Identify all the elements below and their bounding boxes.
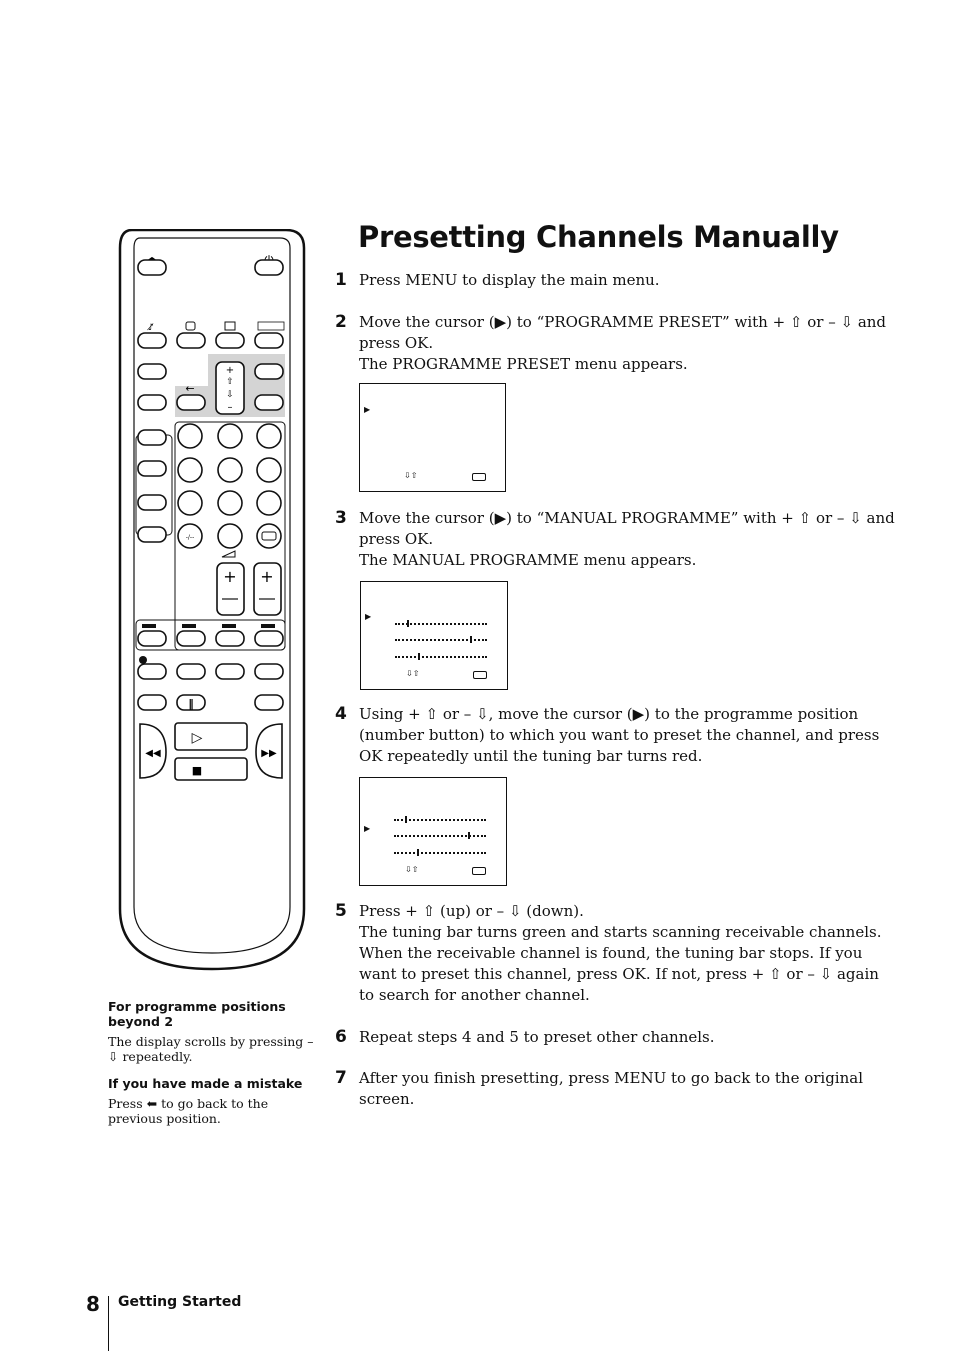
number-button: [218, 491, 242, 515]
power-button: [255, 260, 283, 275]
blue-key-mark: [261, 624, 275, 628]
remote-control-illustration: [118, 229, 308, 971]
step-text: Press + ⇧ (up) or – ⇩ (down).: [359, 902, 584, 920]
tuning-bar: [394, 819, 486, 821]
note-text: to go back to the previous position.: [108, 1096, 269, 1126]
number-button: [178, 458, 202, 482]
step-5: [335, 901, 895, 1006]
green-key-mark: [182, 624, 196, 628]
note-text: The display scrolls by pressing – ⇩ repeatedly.: [108, 1034, 314, 1064]
volume-plus: +: [223, 567, 237, 586]
tuning-bar: [394, 852, 486, 854]
plus-label: +: [225, 365, 235, 376]
red-key-mark: [142, 624, 156, 628]
remote-button: [177, 664, 205, 679]
record-indicator: [139, 656, 147, 664]
number-button: [218, 424, 242, 448]
eject-button: [138, 260, 166, 275]
tuning-marker: [470, 636, 472, 643]
stop-icon: ■: [191, 764, 203, 777]
tuning-bar: [395, 639, 487, 641]
number-button: [257, 424, 281, 448]
step-3: [335, 508, 895, 571]
number-button: [257, 458, 281, 482]
back-arrow-icon: ⬅: [146, 1096, 158, 1111]
step-text: After you finish presetting, press MENU to go back to the original screen.: [359, 1069, 864, 1108]
remote-button: [138, 395, 166, 410]
minus-label: –: [227, 402, 233, 413]
step-text: Move the cursor (▶) to “PROGRAMME PRESET” with + ⇧ or – ⇩ and press OK.: [359, 313, 887, 352]
back-button: [177, 395, 205, 410]
step-text: Using + ⇧ or – ⇩, move the cursor (▶) to the programme position (number button) to which you want to preset the channel, and press OK repeatedly until the tuning bar turns red.: [359, 705, 880, 765]
tuning-marker: [417, 849, 419, 856]
yellow-key-mark: [222, 624, 236, 628]
remote-button: [255, 695, 283, 710]
tuning-bar: [395, 656, 487, 658]
step-number: 7: [335, 1068, 347, 1088]
step-text: The MANUAL PROGRAMME menu appears.: [359, 551, 697, 569]
step-text: Press MENU to display the main menu.: [359, 271, 660, 289]
remote-button: [138, 695, 166, 710]
remote-button: [138, 430, 166, 445]
ok-icon: [472, 473, 486, 481]
channel-plus: +: [260, 567, 274, 586]
teletext-button: [216, 333, 244, 348]
step-text: The PROGRAMME PRESET menu appears.: [359, 355, 688, 373]
input-button: [255, 333, 283, 348]
remote-button: [255, 395, 283, 410]
step-number: 4: [335, 704, 347, 724]
step-6: [335, 1027, 895, 1048]
green-button: [177, 631, 205, 646]
yellow-button: [216, 631, 244, 646]
cursor-icon: ▶: [365, 612, 372, 621]
tuning-marker: [407, 620, 409, 627]
step-1: [335, 270, 895, 291]
step-2: [335, 312, 895, 375]
step-number: 6: [335, 1027, 347, 1047]
number-button: [178, 491, 202, 515]
tuning-marker: [468, 832, 470, 839]
step-text: The tuning bar turns green and starts scanning receivable channels. When the receivable channel is found, the tuning bar stops. If you want to preset this channel, press OK. If not, press + ⇧ or – ⇩ again to search for another channel.: [359, 923, 882, 1004]
ok-icon: [473, 671, 487, 679]
step-number: 2: [335, 312, 347, 332]
page-title: Presetting Channels Manually: [358, 220, 839, 254]
step-4: [335, 704, 895, 767]
up-down-icon: ⇩⇧: [404, 471, 418, 480]
number-button: [218, 458, 242, 482]
step-text: Move the cursor (▶) to “MANUAL PROGRAMME” with + ⇧ or – ⇩ and press OK.: [359, 509, 895, 548]
up-down-icon: ⇩⇧: [405, 865, 419, 874]
rewind-icon: ◀◀: [145, 748, 161, 759]
remote-button: [216, 664, 244, 679]
ok-icon: [472, 867, 486, 875]
section-name: Getting Started: [118, 1294, 242, 1310]
page-number: 8: [86, 1292, 100, 1316]
up-down-icon: ⇩⇧: [406, 669, 420, 678]
up-icon: ⇧: [226, 377, 234, 387]
remote-button: [138, 461, 166, 476]
remote-button: [138, 495, 166, 510]
back-icon: ←: [185, 382, 195, 395]
number-button: [218, 524, 242, 548]
play-button: [175, 723, 247, 750]
tuning-marker: [405, 816, 407, 823]
step-text: Repeat steps 4 and 5 to preset other channels.: [359, 1028, 715, 1046]
note-programme-positions: [108, 999, 318, 1064]
footer-divider: [108, 1296, 109, 1351]
tuning-screen: [359, 777, 507, 886]
note-heading: For programme positions beyond 2: [108, 999, 286, 1029]
remote-button: [138, 364, 166, 379]
audio-button: [257, 524, 281, 548]
cursor-icon: ▶: [364, 405, 371, 414]
pause-icon: ‖: [188, 697, 194, 710]
step-number: 5: [335, 901, 347, 921]
stop-button: [175, 758, 247, 780]
note-text: Press: [108, 1096, 143, 1111]
manual-programme-screen: [360, 581, 508, 690]
cursor-icon: ▶: [364, 824, 371, 833]
record-button: [138, 664, 166, 679]
tuning-bar: [394, 835, 486, 837]
blue-button: [255, 631, 283, 646]
fast-forward-icon: ▶▶: [261, 748, 277, 759]
mute-button: [138, 333, 166, 348]
note-mistake: [108, 1076, 318, 1126]
number-button: [178, 424, 202, 448]
remote-button: [255, 664, 283, 679]
step-number: 3: [335, 508, 347, 528]
number-button: [257, 491, 281, 515]
red-button: [138, 631, 166, 646]
display-button: [177, 333, 205, 348]
note-heading: If you have made a mistake: [108, 1076, 303, 1091]
down-icon: ⇩: [226, 390, 234, 400]
step-7: [335, 1068, 895, 1110]
mute-icon: ♪̸: [148, 323, 154, 333]
dash-label: -/--: [185, 534, 195, 541]
play-icon: ▷: [191, 730, 203, 746]
remote-button: [255, 364, 283, 379]
step-number: 1: [335, 270, 347, 290]
tuning-marker: [418, 653, 420, 660]
programme-preset-screen: [359, 383, 506, 492]
remote-button: [138, 527, 166, 542]
